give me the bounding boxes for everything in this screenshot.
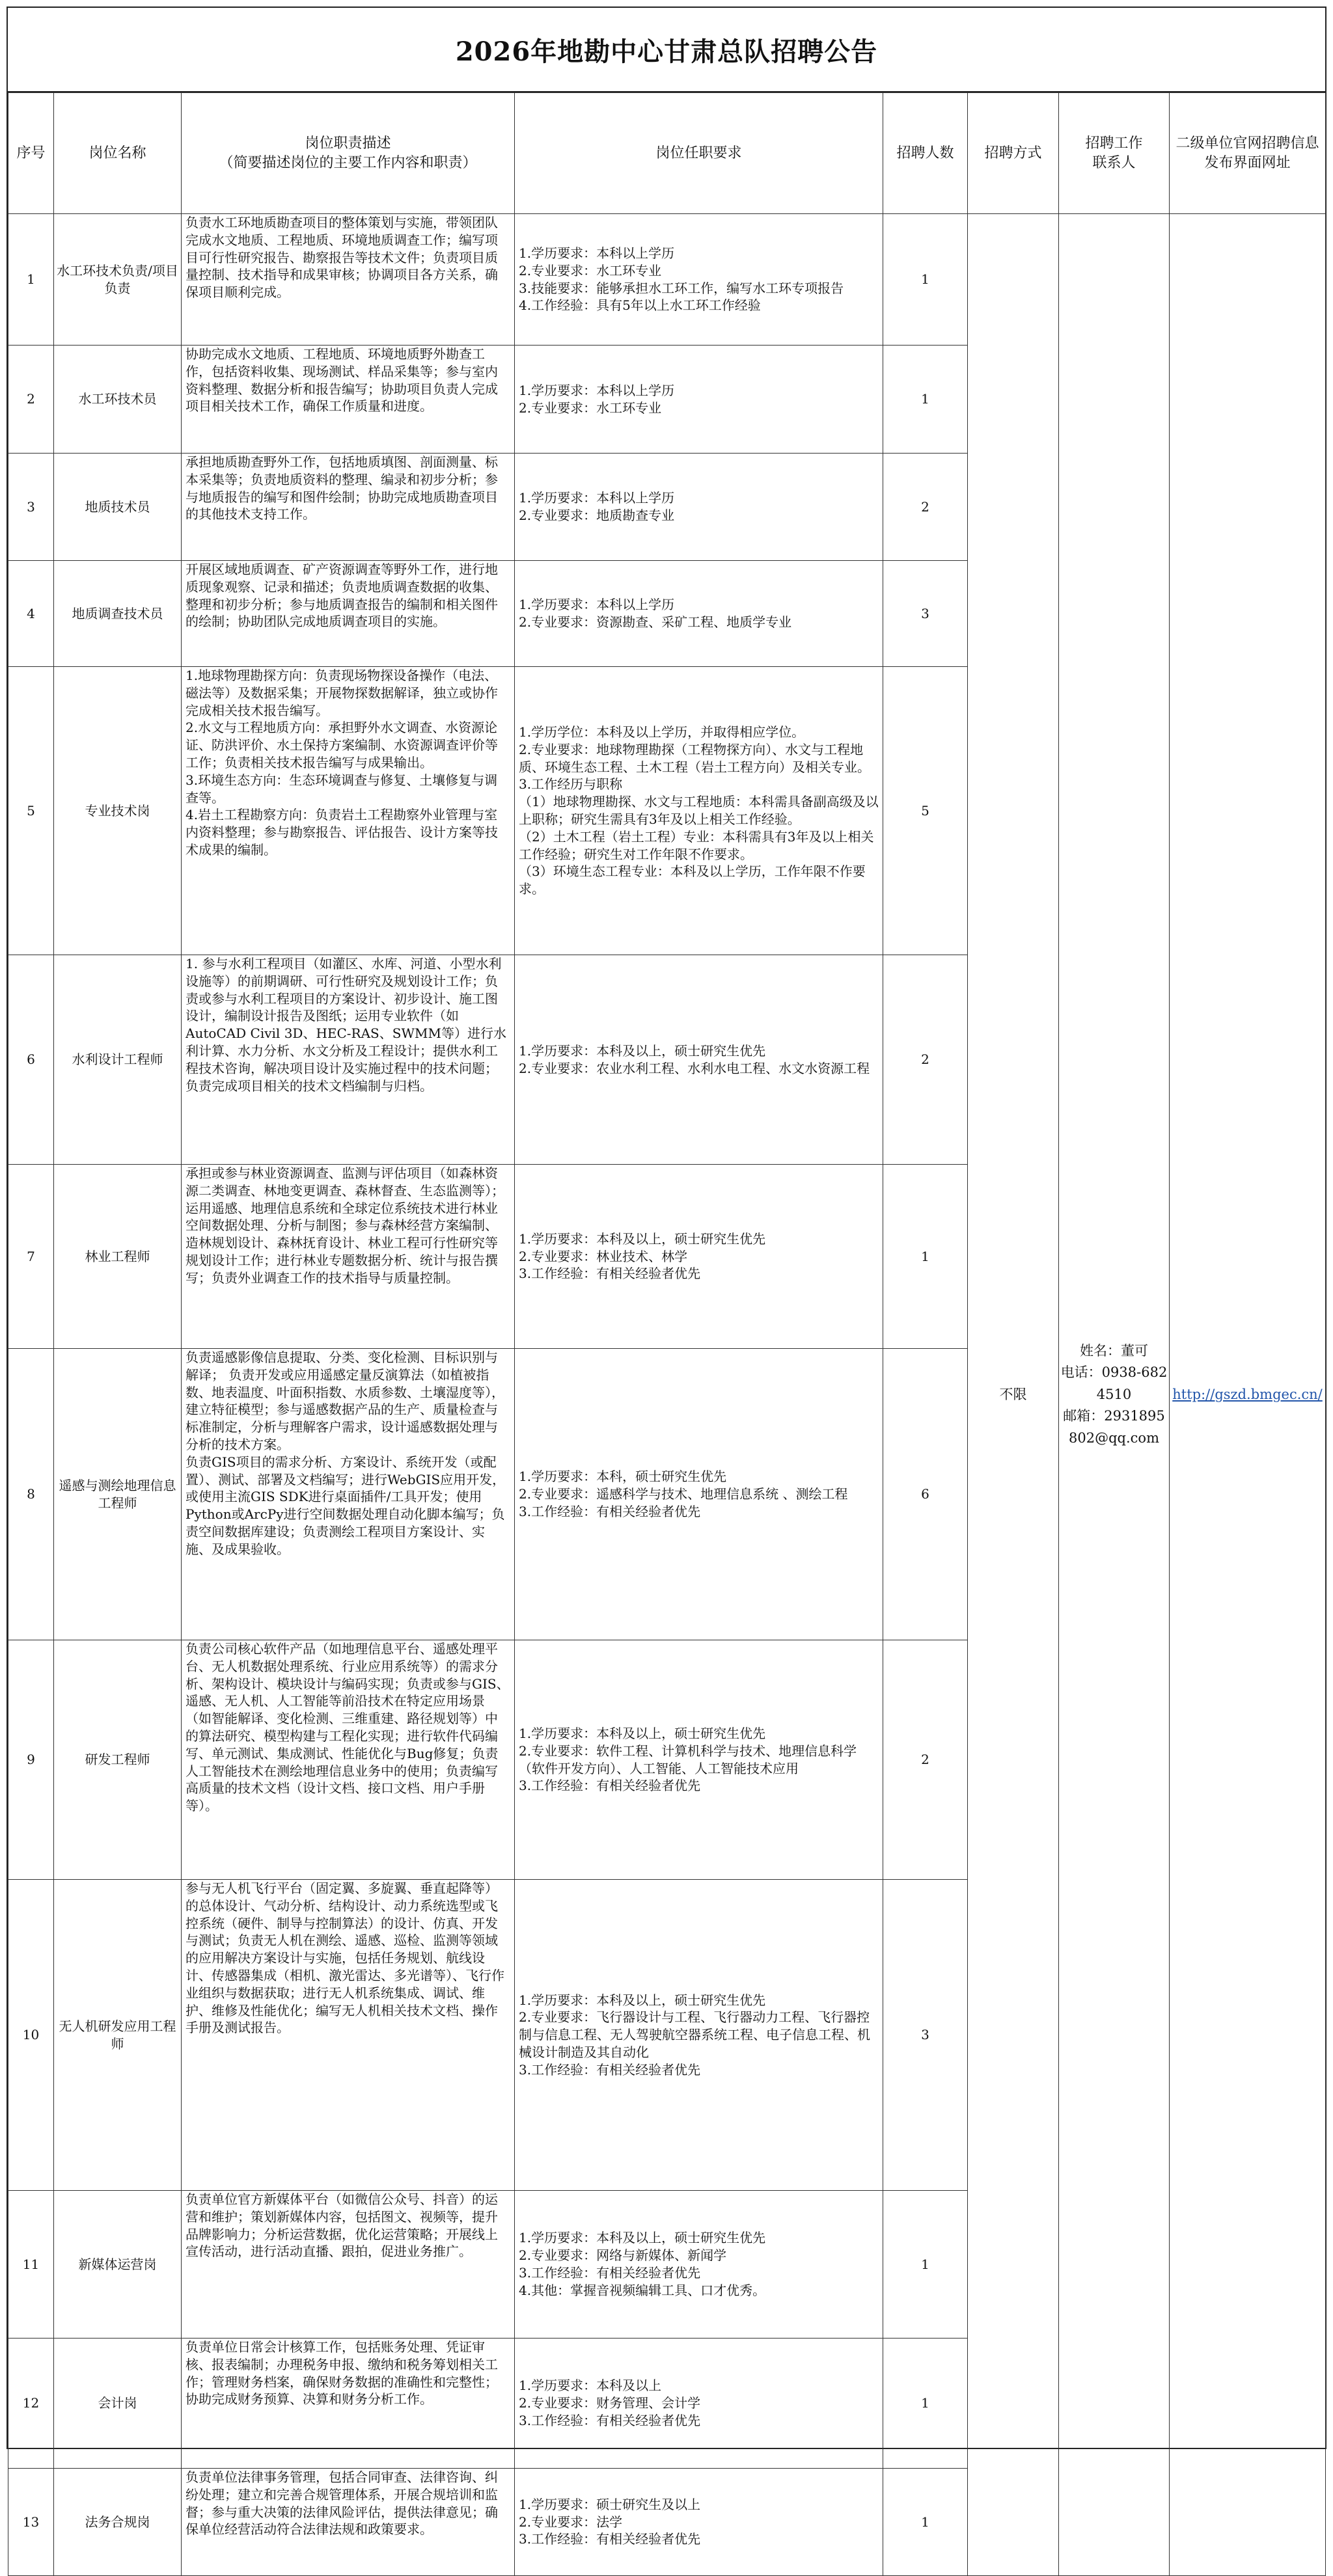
recruitment-table (8, 92, 1326, 2576)
cell-desc-text: 开展区域地质调查、矿产资源调查等野外工作，进行地质现象观察、记录和描述；负责地质调查数据的收集、整理和初步分析；参与地质调查报告的编制和相关图件的绘制；协助团队完成地质调查项目的实施。 (186, 562, 498, 630)
cell-desc (182, 955, 515, 1165)
cell-desc-text: 负责遥感影像信息提取、分类、变化检测、目标识别与解译； 负责开发或应用遥感定量反演算法（如植被指数、地表温度、叶面积指数、水质参数、土壤湿度等），建立特征模型；参与遥感数据产品的生产、质量检查与标准制定，分析与理解客户需求，设计遥感数据处理与分析的技术方案。 负责GIS项目的需求分析、方案设计、系统开发（或配置）、测试、部署及文档编写；进行WebGIS应用开发，或使用主流GIS SDK进行桌面插件/工具开发；使用Python或ArcPy进行空间数据处理自动化脚本编写；负责空间数据库建设；负责测绘工程项目方案设计、实施、及成果验收。 (186, 1349, 506, 1557)
cell-no: 9 (8, 1640, 54, 1880)
header-row (8, 93, 1326, 214)
cell-desc-text: 承担地质勘查野外工作，包括地质填图、剖面测量、标本采集等；负责地质资料的整理、编录和初步分析；参与地质报告的编写和图件绘制；协助完成地质勘查项目的其他技术支持工作。 (186, 454, 498, 522)
cell-req-text: 1.学历要求：本科及以上，硕士研究生优先 2.专业要求：软件工程、计算机科学与技术、地理信息科学（软件开发方向）、人工智能、人工智能技术应用 3.工作经验：有相关经验者优先 (519, 1725, 857, 1794)
cell-req-text: 1.学历要求：本科以上学历 2.专业要求：资源勘查、采矿工程、地质学专业 (519, 597, 792, 630)
cell-no: 2 (8, 346, 54, 454)
cell-name: 地质技术员 (54, 454, 182, 561)
cell-count: 1 (883, 346, 968, 454)
cell-desc-text: 负责公司核心软件产品（如地理信息平台、遥感处理平台、无人机数据处理系统、行业应用系统等）的需求分析、架构设计、模块设计与编码实现；负责或参与GIS、遥感、无人机、人工智能等前沿技术在特定应用场景（如智能解译、变化检测、三维重建、路径规划等）中的算法研究、模型构建与工程化实现；进行软件代码编写、单元测试、集成测试、性能优化与Bug修复；负责人工智能技术在测绘地理信息业务中的使用；负责编写高质量的技术文档（设计文档、接口文档、用户手册等）。 (186, 1641, 510, 1814)
cell-count: 1 (883, 2469, 968, 2576)
cell-req (515, 2339, 883, 2469)
cell-desc (182, 346, 515, 454)
cell-desc-text: 负责单位法律事务管理，包括合同审查、法律咨询、纠纷处理；建立和完善合规管理体系，开展合规培训和监督；参与重大决策的法律风险评估，提供法律意见；确保单位经营活动符合法律法规和政策要求。 (186, 2469, 498, 2538)
cell-no: 8 (8, 1349, 54, 1640)
cell-desc (182, 1640, 515, 1880)
cell-req (515, 2191, 883, 2339)
cell-desc (182, 2469, 515, 2576)
cell-req (515, 454, 883, 561)
cell-req (515, 346, 883, 454)
header-no: 序号 (8, 93, 54, 214)
cell-desc-text: 承担或参与林业资源调查、监测与评估项目（如森林资源二类调查、林地变更调查、森林督查、生态监测等）；运用遥感、地理信息系统和全球定位系统技术进行林业空间数据处理、分析与制图；参与森林经营方案编制、造林规划设计、森林抚育设计、林业工程可行性研究等规划设计工作；进行林业专题数据分析、统计与报告撰写；负责外业调查工作的技术指导与质量控制。 (186, 1165, 504, 1286)
cell-desc-text: 1.地球物理勘探方向：负责现场物探设备操作（电法、磁法等）及数据采集；开展物探数据解译，独立或协作完成相关技术报告编写。 2.水文与工程地质方向：承担野外水文调查、水资源论证、防洪评价、水土保持方案编制、水资源调查评价等工作；负责相关技术报告编写与成果输出。 3.环境生态方向：生态环境调查与修复、土壤修复与调查等。 4.岩土工程勘察方向：负责岩土工程勘察外业管理与室内资料整理；参与勘察报告、评估报告、设计方案等技术成果的编制。 (186, 668, 498, 858)
cell-desc (182, 454, 515, 561)
cell-name: 研发工程师 (54, 1640, 182, 1880)
cell-desc (182, 1880, 515, 2191)
cell-no: 3 (8, 454, 54, 561)
cell-desc (182, 1165, 515, 1349)
cell-desc (182, 561, 515, 667)
cell-no: 1 (8, 214, 54, 346)
cell-req (515, 1640, 883, 1880)
header-req: 岗位任职要求 (515, 93, 883, 214)
cell-req (515, 667, 883, 955)
header-desc: 岗位职责描述 （简要描述岗位的主要工作内容和职责） (182, 93, 515, 214)
cell-desc (182, 667, 515, 955)
cell-desc (182, 2191, 515, 2339)
cell-count: 2 (883, 454, 968, 561)
cell-count: 1 (883, 2339, 968, 2469)
header-method: 招聘方式 (968, 93, 1059, 214)
cell-name: 专业技术岗 (54, 667, 182, 955)
cell-req-text: 1.学历要求：本科及以上，硕士研究生优先 2.专业要求：农业水利工程、水利水电工程、水文水资源工程 (519, 1042, 870, 1076)
cell-req (515, 561, 883, 667)
cell-req (515, 2469, 883, 2576)
cell-no: 4 (8, 561, 54, 667)
cell-req (515, 1880, 883, 2191)
cell-count: 1 (883, 2191, 968, 2339)
cell-url (1170, 214, 1326, 2576)
cell-desc (182, 1349, 515, 1640)
cell-req-text: 1.学历要求：本科以上学历 2.专业要求：水工环专业 3.技能要求：能够承担水工环工作，编写水工环专项报告 4.工作经验：具有5年以上水工环工作经验 (519, 245, 844, 314)
header-name: 岗位名称 (54, 93, 182, 214)
cell-count: 2 (883, 955, 968, 1165)
cell-name: 林业工程师 (54, 1165, 182, 1349)
cell-desc-text: 负责水工环地质勘查项目的整体策划与实施，带领团队完成水文地质、工程地质、环境地质调查工作；编写项目可行性研究报告、勘察报告等技术文件；负责项目质量控制、技术指导和成果审核；协调项目各方关系，确保项目顺利完成。 (186, 215, 498, 301)
cell-count: 3 (883, 1880, 968, 2191)
cell-req-text: 1.学历要求：硕士研究生及以上 2.专业要求：法学 3.工作经验：有相关经验者优先 (519, 2496, 701, 2547)
page-title: 2026年地勘中心甘肃总队招聘公告 (8, 8, 1325, 92)
cell-req-text: 1.学历要求：本科以上学历 2.专业要求：地质勘查专业 (519, 490, 675, 523)
cell-no: 11 (8, 2191, 54, 2339)
recruitment-url-link[interactable]: http://gszd.bmgec.cn/ (1172, 1386, 1323, 1402)
cell-count: 3 (883, 561, 968, 667)
cell-no: 12 (8, 2339, 54, 2469)
cell-req-text: 1.学历要求：本科及以上，硕士研究生优先 2.专业要求：林业技术、林学 3.工作经验：有相关经验者优先 (519, 1230, 766, 1282)
cell-desc-text: 负责单位官方新媒体平台（如微信公众号、抖音）的运营和维护；策划新媒体内容，包括图文、视频等，提升品牌影响力；分析运营数据，优化运营策略；开展线上宣传活动，进行活动直播、跟拍，促进业务推广。 (186, 2191, 498, 2260)
cell-name: 法务合规岗 (54, 2469, 182, 2576)
cell-req-text: 1.学历要求：本科，硕士研究生优先 2.专业要求：遥感科学与技术、地理信息系统 、测绘工程 3.工作经验：有相关经验者优先 (519, 1469, 848, 1519)
cell-count: 6 (883, 1349, 968, 1640)
cell-name: 会计岗 (54, 2339, 182, 2469)
cell-count: 1 (883, 1165, 968, 1349)
cell-name: 无人机研发应用工程师 (54, 1880, 182, 2191)
cell-desc-text: 1. 参与水利工程项目（如灌区、水库、河道、小型水利设施等）的前期调研、可行性研究及规划设计工作；负责或参与水利工程项目的方案设计、初步设计、施工图设计，编制设计报告及图纸；运用专业软件（如AutoCAD Civil 3D、HEC-RAS、SWMM等）进行水利计算、水力分析、水文分析及工程设计；提供水利工程技术咨询，解决项目设计及实施过程中的技术问题；负责完成项目相关的技术文档编制与归档。 (186, 956, 506, 1094)
cell-no: 13 (8, 2469, 54, 2576)
header-url: 二级单位官网招聘信息发布界面网址 (1170, 93, 1326, 214)
cell-name: 水工环技术员 (54, 346, 182, 454)
cell-req (515, 1349, 883, 1640)
table-row (8, 214, 1326, 346)
cell-no: 10 (8, 1880, 54, 2191)
header-contact: 招聘工作 联系人 (1059, 93, 1170, 214)
cell-no: 7 (8, 1165, 54, 1349)
cell-desc-text: 协助完成水文地质、工程地质、环境地质野外勘查工作，包括资料收集、现场测试、样品采集等；参与室内资料整理、数据分析和报告编写；协助项目负责人完成项目相关技术工作，确保工作质量和进度。 (186, 346, 498, 414)
cell-desc-text: 参与无人机飞行平台（固定翼、多旋翼、垂直起降等）的总体设计、气动分析、结构设计、动力系统选型或飞控系统（硬件、制导与控制算法）的设计、仿真、开发与测试；负责无人机在测绘、遥感、巡检、监测等领域的应用解决方案设计与实施，包括任务规划、航线设计、传感器集成（相机、激光雷达、多光谱等）、飞行作业组织与数据获取；进行无人机系统集成、调试、维护、维修及性能优化；编写无人机相关技术文档、操作手册及测试报告。 (186, 1880, 504, 2036)
cell-name: 遥感与测绘地理信息工程师 (54, 1349, 182, 1640)
cell-req-text: 1.学历学位：本科及以上学历，并取得相应学位。 2.专业要求：地球物理勘探（工程物探方向）、水文与工程地质、环境生态工程、土木工程（岩土工程方向）及相关专业。 3.工作经历与职称 （1）地球物理勘探、水文与工程地质：本科需具备副高级及以上职称；研究生需具有3年及以上相关工作经验。 （2）土木工程（岩土工程）专业：本科需具有3年及以上相关工作经验；研究生对工作年限不作要求。 （3）环境生态工程专业：本科及以上学历，工作年限不作要求。 (519, 724, 879, 897)
cell-desc (182, 214, 515, 346)
cell-req (515, 214, 883, 346)
cell-req-text: 1.学历要求：本科以上学历 2.专业要求：水工环专业 (519, 382, 675, 416)
cell-count: 2 (883, 1640, 968, 1880)
cell-req (515, 955, 883, 1165)
cell-desc (182, 2339, 515, 2469)
header-count: 招聘人数 (883, 93, 968, 214)
cell-count: 5 (883, 667, 968, 955)
cell-count: 1 (883, 214, 968, 346)
recruitment-sheet (7, 7, 1326, 2547)
cell-name: 水利设计工程师 (54, 955, 182, 1165)
cell-desc-text: 负责单位日常会计核算工作，包括账务处理、凭证审核、报表编制；办理税务申报、缴纳和税务筹划相关工作；管理财务档案，确保财务数据的准确性和完整性；协助完成财务预算、决算和财务分析工作。 (186, 2339, 498, 2407)
cell-no: 5 (8, 667, 54, 955)
cell-contact: 姓名：董可 电话：0938-6824510 邮箱：2931895802@qq.com (1059, 214, 1170, 2576)
cell-name: 地质调查技术员 (54, 561, 182, 667)
cell-req-text: 1.学历要求：本科及以上，硕士研究生优先 2.专业要求：飞行器设计与工程、飞行器动力工程、飞行器控制与信息工程、无人驾驶航空器系统工程、电子信息工程、机械设计制造及其自动化 3.工作经验：有相关经验者优先 (519, 1992, 870, 2078)
cell-req-text: 1.学历要求：本科及以上 2.专业要求：财务管理、会计学 3.工作经验：有相关经验者优先 (519, 2378, 701, 2428)
cell-method: 不限 (968, 214, 1059, 2576)
cell-name: 水工环技术负责/项目负责 (54, 214, 182, 346)
cell-no: 6 (8, 955, 54, 1165)
cell-req-text: 1.学历要求：本科及以上，硕士研究生优先 2.专业要求：网络与新媒体、新闻学 3.工作经验：有相关经验者优先 4.其他：掌握音视频编辑工具、口才优秀。 (519, 2230, 766, 2298)
cell-req (515, 1165, 883, 1349)
cell-name: 新媒体运营岗 (54, 2191, 182, 2339)
